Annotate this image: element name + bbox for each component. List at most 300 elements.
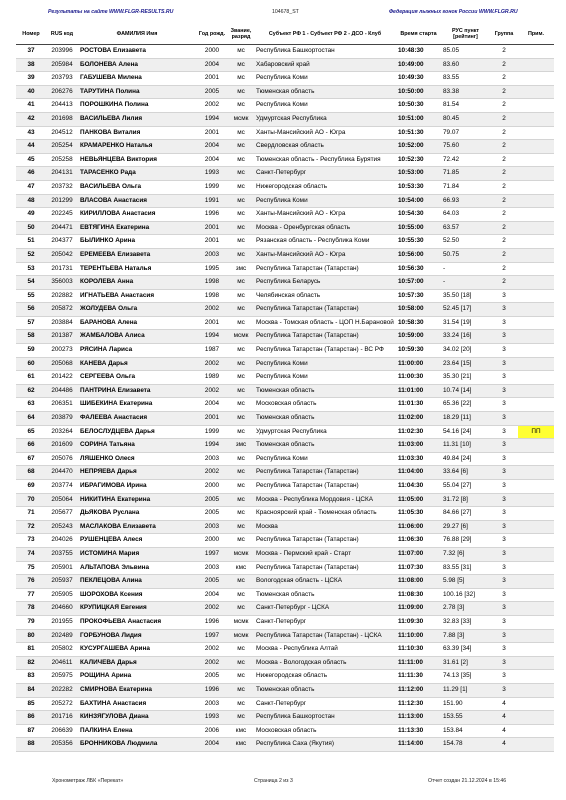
table-body	[16, 45, 554, 752]
col-header-rus-points: РУС пункт [рейтинг]	[441, 24, 490, 45]
cell-rus-code: 206639	[46, 724, 78, 738]
cell-birth-year: 2005	[196, 507, 228, 521]
cell-note	[518, 112, 554, 126]
cell-note	[518, 357, 554, 371]
cell-region: Республика Коми	[254, 371, 396, 385]
cell-rus-points: 35.30 [21]	[441, 371, 490, 385]
cell-rus-code: 206276	[46, 85, 78, 99]
cell-birth-year: 2000	[196, 534, 228, 548]
cell-number: 38	[16, 58, 46, 72]
cell-birth-year: 2003	[196, 697, 228, 711]
table-row	[16, 643, 554, 657]
cell-rus-points: 84.66 [27]	[441, 507, 490, 521]
cell-rank: мс	[228, 208, 254, 222]
cell-rus-code: 205076	[46, 452, 78, 466]
cell-start-time: 11:06:00	[396, 520, 441, 534]
cell-birth-year: 2002	[196, 466, 228, 480]
cell-rus-points: 66.93	[441, 194, 490, 208]
cell-group: 3	[490, 371, 518, 385]
cell-rus-points: 85.05	[441, 45, 490, 59]
cell-group: 2	[490, 153, 518, 167]
cell-start-time: 11:03:30	[396, 452, 441, 466]
table-row	[16, 534, 554, 548]
cell-number: 45	[16, 153, 46, 167]
cell-rank: мс	[228, 194, 254, 208]
cell-start-time: 10:56:30	[396, 262, 441, 276]
table-row	[16, 480, 554, 494]
cell-group: 3	[490, 384, 518, 398]
cell-start-time: 11:06:30	[396, 534, 441, 548]
cell-athlete-name: КИНЗЯГУЛОВА Диана	[78, 711, 196, 725]
cell-region: Республика Татарстан (Татарстан) - ВС РФ	[254, 344, 396, 358]
table-row	[16, 208, 554, 222]
cell-region: Свердловская область	[254, 140, 396, 154]
cell-start-time: 11:01:00	[396, 384, 441, 398]
results-site-link[interactable]: Результаты на сайте WWW.FLGR-RESULTS.RU	[48, 9, 174, 15]
cell-start-time: 10:53:30	[396, 180, 441, 194]
cell-rus-code: 201731	[46, 262, 78, 276]
cell-rus-code: 204512	[46, 126, 78, 140]
cell-athlete-name: ЕВТЯГИНА Екатерина	[78, 221, 196, 235]
cell-note	[518, 180, 554, 194]
table-row	[16, 738, 554, 752]
cell-region: Тюменская область	[254, 588, 396, 602]
cell-start-time: 10:54:30	[396, 208, 441, 222]
cell-rank: мс	[228, 588, 254, 602]
cell-group: 3	[490, 656, 518, 670]
cell-note	[518, 547, 554, 561]
table-row	[16, 357, 554, 371]
cell-number: 70	[16, 493, 46, 507]
cell-rank: мс	[228, 140, 254, 154]
cell-start-time: 11:11:30	[396, 670, 441, 684]
cell-group: 3	[490, 303, 518, 317]
table-row	[16, 547, 554, 561]
cell-region: Республика Башкортостан	[254, 711, 396, 725]
cell-rus-points: 54.16 [24]	[441, 425, 490, 439]
cell-group: 3	[490, 316, 518, 330]
cell-number: 69	[16, 480, 46, 494]
cell-birth-year: 1999	[196, 425, 228, 439]
cell-note	[518, 561, 554, 575]
cell-note	[518, 520, 554, 534]
cell-rus-code: 201609	[46, 439, 78, 453]
cell-athlete-name: ПАЛКИНА Елена	[78, 724, 196, 738]
cell-region: Москва	[254, 520, 396, 534]
cell-rus-points: -	[441, 262, 490, 276]
page-header	[0, 9, 566, 19]
table-row	[16, 289, 554, 303]
protocol-id: 104678_ST	[272, 9, 299, 15]
cell-rus-points: 74.13 [35]	[441, 670, 490, 684]
cell-rus-points: 75.60	[441, 140, 490, 154]
table-header-row	[16, 24, 554, 45]
cell-start-time: 11:08:30	[396, 588, 441, 602]
cell-note	[518, 711, 554, 725]
cell-athlete-name: БЕЛОСЛУДЦЕВА Дарья	[78, 425, 196, 439]
cell-birth-year: 1993	[196, 167, 228, 181]
cell-birth-year: 1995	[196, 262, 228, 276]
cell-note	[518, 384, 554, 398]
cell-birth-year: 2003	[196, 452, 228, 466]
cell-group: 3	[490, 547, 518, 561]
cell-rank: мс	[228, 656, 254, 670]
table-row	[16, 602, 554, 616]
cell-group: 3	[490, 412, 518, 426]
cell-group: 3	[490, 683, 518, 697]
cell-number: 67	[16, 452, 46, 466]
cell-note	[518, 330, 554, 344]
cell-number: 46	[16, 167, 46, 181]
cell-note	[518, 588, 554, 602]
page-number: Страница 2 из 3	[254, 778, 293, 784]
cell-region: Челябинская область	[254, 289, 396, 303]
cell-birth-year: 1987	[196, 344, 228, 358]
cell-athlete-name: КИРИЛЛОВА Анастасия	[78, 208, 196, 222]
cell-group: 2	[490, 262, 518, 276]
table-row	[16, 180, 554, 194]
cell-rus-points: 81.54	[441, 99, 490, 113]
cell-group: 2	[490, 235, 518, 249]
cell-rus-points: 64.03	[441, 208, 490, 222]
cell-birth-year: 1994	[196, 112, 228, 126]
cell-rank: мс	[228, 289, 254, 303]
cell-region: Санкт-Петербург - ЦСКА	[254, 602, 396, 616]
cell-group: 3	[490, 561, 518, 575]
cell-rus-points: 33.64 [6]	[441, 466, 490, 480]
cell-group: 3	[490, 670, 518, 684]
cell-rus-points: 153.84	[441, 724, 490, 738]
cell-start-time: 11:07:00	[396, 547, 441, 561]
cell-region: Московская область	[254, 398, 396, 412]
cell-group: 3	[490, 480, 518, 494]
cell-number: 86	[16, 711, 46, 725]
cell-rus-points: 23.64 [15]	[441, 357, 490, 371]
cell-athlete-name: СМИРНОВА Екатерина	[78, 683, 196, 697]
cell-start-time: 11:09:00	[396, 602, 441, 616]
cell-birth-year: 1997	[196, 629, 228, 643]
cell-rus-code: 201387	[46, 330, 78, 344]
table-row	[16, 439, 554, 453]
table-row	[16, 452, 554, 466]
cell-rus-code: 203264	[46, 425, 78, 439]
cell-region: Тюменская область	[254, 439, 396, 453]
cell-birth-year: 2002	[196, 656, 228, 670]
cell-region: Республика Коми	[254, 99, 396, 113]
cell-rus-points: 72.42	[441, 153, 490, 167]
table-row	[16, 575, 554, 589]
cell-group: 4	[490, 738, 518, 752]
cell-start-time: 10:53:00	[396, 167, 441, 181]
cell-rus-code: 204377	[46, 235, 78, 249]
table-row	[16, 629, 554, 643]
cell-rus-code: 202882	[46, 289, 78, 303]
cell-rank: мс	[228, 683, 254, 697]
cell-group: 4	[490, 724, 518, 738]
cell-rus-points: 83.55	[441, 72, 490, 86]
cell-start-time: 10:51:30	[396, 126, 441, 140]
cell-start-time: 10:57:00	[396, 276, 441, 290]
cell-region: Красноярский край - Тюменская область	[254, 507, 396, 521]
cell-start-time: 11:05:30	[396, 507, 441, 521]
cell-start-time: 10:57:30	[396, 289, 441, 303]
cell-athlete-name: ЖОЛУДЕВА Ольга	[78, 303, 196, 317]
cell-note	[518, 412, 554, 426]
cell-number: 65	[16, 425, 46, 439]
cell-rank: мс	[228, 452, 254, 466]
cell-start-time: 11:14:00	[396, 738, 441, 752]
cell-region: Республика Татарстан (Татарстан)	[254, 262, 396, 276]
cell-number: 81	[16, 643, 46, 657]
cell-birth-year: 2001	[196, 221, 228, 235]
cell-number: 50	[16, 221, 46, 235]
cell-rank: мсмк	[228, 615, 254, 629]
cell-group: 3	[490, 452, 518, 466]
cell-rus-points: 7.32 [6]	[441, 547, 490, 561]
cell-number: 68	[16, 466, 46, 480]
cell-rus-code: 204611	[46, 656, 78, 670]
cell-rus-points: 31.72 [8]	[441, 493, 490, 507]
cell-rank: мс	[228, 276, 254, 290]
cell-group: 2	[490, 58, 518, 72]
cell-rank: мсмк	[228, 629, 254, 643]
cell-birth-year: 1989	[196, 371, 228, 385]
cell-start-time: 11:03:00	[396, 439, 441, 453]
cell-note	[518, 167, 554, 181]
cell-rank: мс	[228, 520, 254, 534]
table-row	[16, 670, 554, 684]
cell-rank: мс	[228, 45, 254, 59]
cell-start-time: 10:50:00	[396, 85, 441, 99]
cell-birth-year: 2004	[196, 140, 228, 154]
cell-number: 88	[16, 738, 46, 752]
cell-athlete-name: ШОРОХОВА Ксения	[78, 588, 196, 602]
cell-rus-code: 201955	[46, 615, 78, 629]
table-row	[16, 466, 554, 480]
cell-rank: мс	[228, 425, 254, 439]
cell-group: 3	[490, 439, 518, 453]
cell-note	[518, 466, 554, 480]
cell-birth-year: 2004	[196, 588, 228, 602]
cell-number: 53	[16, 262, 46, 276]
table-row	[16, 371, 554, 385]
table-row	[16, 262, 554, 276]
cell-group: 2	[490, 248, 518, 262]
table-row	[16, 425, 554, 439]
cell-rus-points: 83.60	[441, 58, 490, 72]
cell-number: 43	[16, 126, 46, 140]
cell-group: 4	[490, 697, 518, 711]
table-row	[16, 344, 554, 358]
cell-birth-year: 2003	[196, 520, 228, 534]
cell-athlete-name: МАСЛАКОВА Елизавета	[78, 520, 196, 534]
cell-athlete-name: КУСУРГАШЕВА Арина	[78, 643, 196, 657]
cell-athlete-name: БРОННИКОВА Людмила	[78, 738, 196, 752]
cell-birth-year: 2002	[196, 643, 228, 657]
cell-rus-points: 76.88 [29]	[441, 534, 490, 548]
table-row	[16, 126, 554, 140]
cell-region: Москва - Оренбургская область	[254, 221, 396, 235]
cell-start-time: 10:52:30	[396, 153, 441, 167]
cell-rank: мсмк	[228, 112, 254, 126]
cell-note	[518, 99, 554, 113]
cell-athlete-name: ПОРОШКИНА Полина	[78, 99, 196, 113]
cell-note	[518, 738, 554, 752]
cell-number: 73	[16, 534, 46, 548]
cell-start-time: 11:12:30	[396, 697, 441, 711]
cell-start-time: 10:59:30	[396, 344, 441, 358]
cell-note	[518, 439, 554, 453]
cell-number: 64	[16, 412, 46, 426]
col-header-birth-year: Год рожд.	[196, 24, 228, 45]
cell-group: 3	[490, 330, 518, 344]
cell-birth-year: 2006	[196, 724, 228, 738]
cell-number: 44	[16, 140, 46, 154]
table-row	[16, 140, 554, 154]
cell-rus-code: 201716	[46, 711, 78, 725]
cell-region: Москва - Вологодская область	[254, 656, 396, 670]
federation-site-link[interactable]: Федерация лыжных гонок России WWW.FLGR.RU	[389, 9, 518, 15]
cell-note	[518, 697, 554, 711]
table-row	[16, 58, 554, 72]
col-header-rank: Звание, разряд	[228, 24, 254, 45]
cell-rus-points: 11.29 [1]	[441, 683, 490, 697]
table-row	[16, 276, 554, 290]
cell-rus-code: 205937	[46, 575, 78, 589]
table-row	[16, 384, 554, 398]
cell-rank: мс	[228, 493, 254, 507]
cell-note	[518, 85, 554, 99]
cell-group: 2	[490, 112, 518, 126]
cell-rank: мс	[228, 221, 254, 235]
cell-start-time: 11:00:30	[396, 371, 441, 385]
cell-number: 75	[16, 561, 46, 575]
table-row	[16, 303, 554, 317]
cell-rus-code: 203879	[46, 412, 78, 426]
cell-athlete-name: ПАНКОВА Виталия	[78, 126, 196, 140]
cell-note	[518, 221, 554, 235]
cell-rank: мс	[228, 670, 254, 684]
cell-region: Республика Татарстан (Татарстан) - ЦСКА	[254, 629, 396, 643]
cell-rus-code: 205254	[46, 140, 78, 154]
col-header-region: Субъект РФ 1 - Субъект РФ 2 - ДСО - Клуб	[254, 24, 396, 45]
cell-note	[518, 507, 554, 521]
cell-note	[518, 724, 554, 738]
cell-birth-year: 1999	[196, 180, 228, 194]
cell-region: Москва - Томская область - ЦОП Н.Барановой	[254, 316, 396, 330]
cell-number: 48	[16, 194, 46, 208]
cell-start-time: 10:52:00	[396, 140, 441, 154]
cell-rank: мс	[228, 602, 254, 616]
cell-start-time: 10:58:30	[396, 316, 441, 330]
cell-rus-code: 201422	[46, 371, 78, 385]
cell-number: 52	[16, 248, 46, 262]
cell-birth-year: 2000	[196, 480, 228, 494]
table-row	[16, 45, 554, 59]
cell-rus-code: 201299	[46, 194, 78, 208]
cell-start-time: 11:02:00	[396, 412, 441, 426]
cell-rank: кмс	[228, 561, 254, 575]
cell-rus-code: 205042	[46, 248, 78, 262]
cell-athlete-name: ВАСИЛЬЕВА Ольга	[78, 180, 196, 194]
cell-group: 3	[490, 493, 518, 507]
cell-start-time: 11:01:30	[396, 398, 441, 412]
cell-rus-code: 202489	[46, 629, 78, 643]
table-row	[16, 683, 554, 697]
cell-athlete-name: КРУПИЦКАЯ Евгения	[78, 602, 196, 616]
cell-rus-code: 205984	[46, 58, 78, 72]
cell-rus-points: 50.75	[441, 248, 490, 262]
cell-note	[518, 276, 554, 290]
cell-start-time: 10:48:30	[396, 45, 441, 59]
cell-rus-code: 203793	[46, 72, 78, 86]
cell-note	[518, 670, 554, 684]
cell-athlete-name: РЯСИНА Лариса	[78, 344, 196, 358]
cell-rank: мс	[228, 344, 254, 358]
cell-birth-year: 2003	[196, 248, 228, 262]
cell-group: 4	[490, 711, 518, 725]
cell-rank: мс	[228, 466, 254, 480]
cell-rus-points: 31.54 [19]	[441, 316, 490, 330]
cell-note	[518, 45, 554, 59]
table-row	[16, 507, 554, 521]
cell-rank: мс	[228, 316, 254, 330]
cell-number: 39	[16, 72, 46, 86]
cell-athlete-name: ПРОКОФЬЕВА Анастасия	[78, 615, 196, 629]
cell-rank: мсмк	[228, 330, 254, 344]
cell-region: Республика Башкортостан	[254, 45, 396, 59]
cell-rus-points: 65.36 [22]	[441, 398, 490, 412]
cell-rus-code: 205802	[46, 643, 78, 657]
cell-group: 2	[490, 180, 518, 194]
cell-rus-points: 33.24 [16]	[441, 330, 490, 344]
cell-note	[518, 72, 554, 86]
cell-start-time: 11:12:00	[396, 683, 441, 697]
cell-rank: мс	[228, 398, 254, 412]
cell-rus-code: 204026	[46, 534, 78, 548]
cell-rus-points: -	[441, 276, 490, 290]
cell-rus-code: 205905	[46, 588, 78, 602]
cell-note	[518, 683, 554, 697]
cell-rank: мс	[228, 534, 254, 548]
cell-region: Москва - Республика Мордовия - ЦСКА	[254, 493, 396, 507]
cell-number: 74	[16, 547, 46, 561]
cell-rus-points: 100.16 [32]	[441, 588, 490, 602]
cell-rus-code: 205272	[46, 697, 78, 711]
cell-region: Республика Татарстан (Татарстан)	[254, 303, 396, 317]
cell-region: Тюменская область - Республика Бурятия	[254, 153, 396, 167]
cell-region: Республика Татарстан (Татарстан)	[254, 534, 396, 548]
cell-number: 55	[16, 289, 46, 303]
cell-rus-points: 153.55	[441, 711, 490, 725]
cell-rus-points: 55.04 [27]	[441, 480, 490, 494]
cell-birth-year: 2002	[196, 384, 228, 398]
cell-rus-code: 356003	[46, 276, 78, 290]
cell-note	[518, 643, 554, 657]
cell-region: Московская область	[254, 724, 396, 738]
cell-start-time: 11:07:30	[396, 561, 441, 575]
cell-rus-points: 31.61 [2]	[441, 656, 490, 670]
cell-birth-year: 1996	[196, 615, 228, 629]
cell-region: Удмуртская Республика	[254, 425, 396, 439]
cell-start-time: 10:56:00	[396, 248, 441, 262]
cell-athlete-name: РОЩИНА Арина	[78, 670, 196, 684]
cell-region: Москва - Пермский край - Старт	[254, 547, 396, 561]
cell-rank: змс	[228, 262, 254, 276]
table-row	[16, 85, 554, 99]
cell-start-time: 10:54:00	[396, 194, 441, 208]
cell-rus-code: 201698	[46, 112, 78, 126]
